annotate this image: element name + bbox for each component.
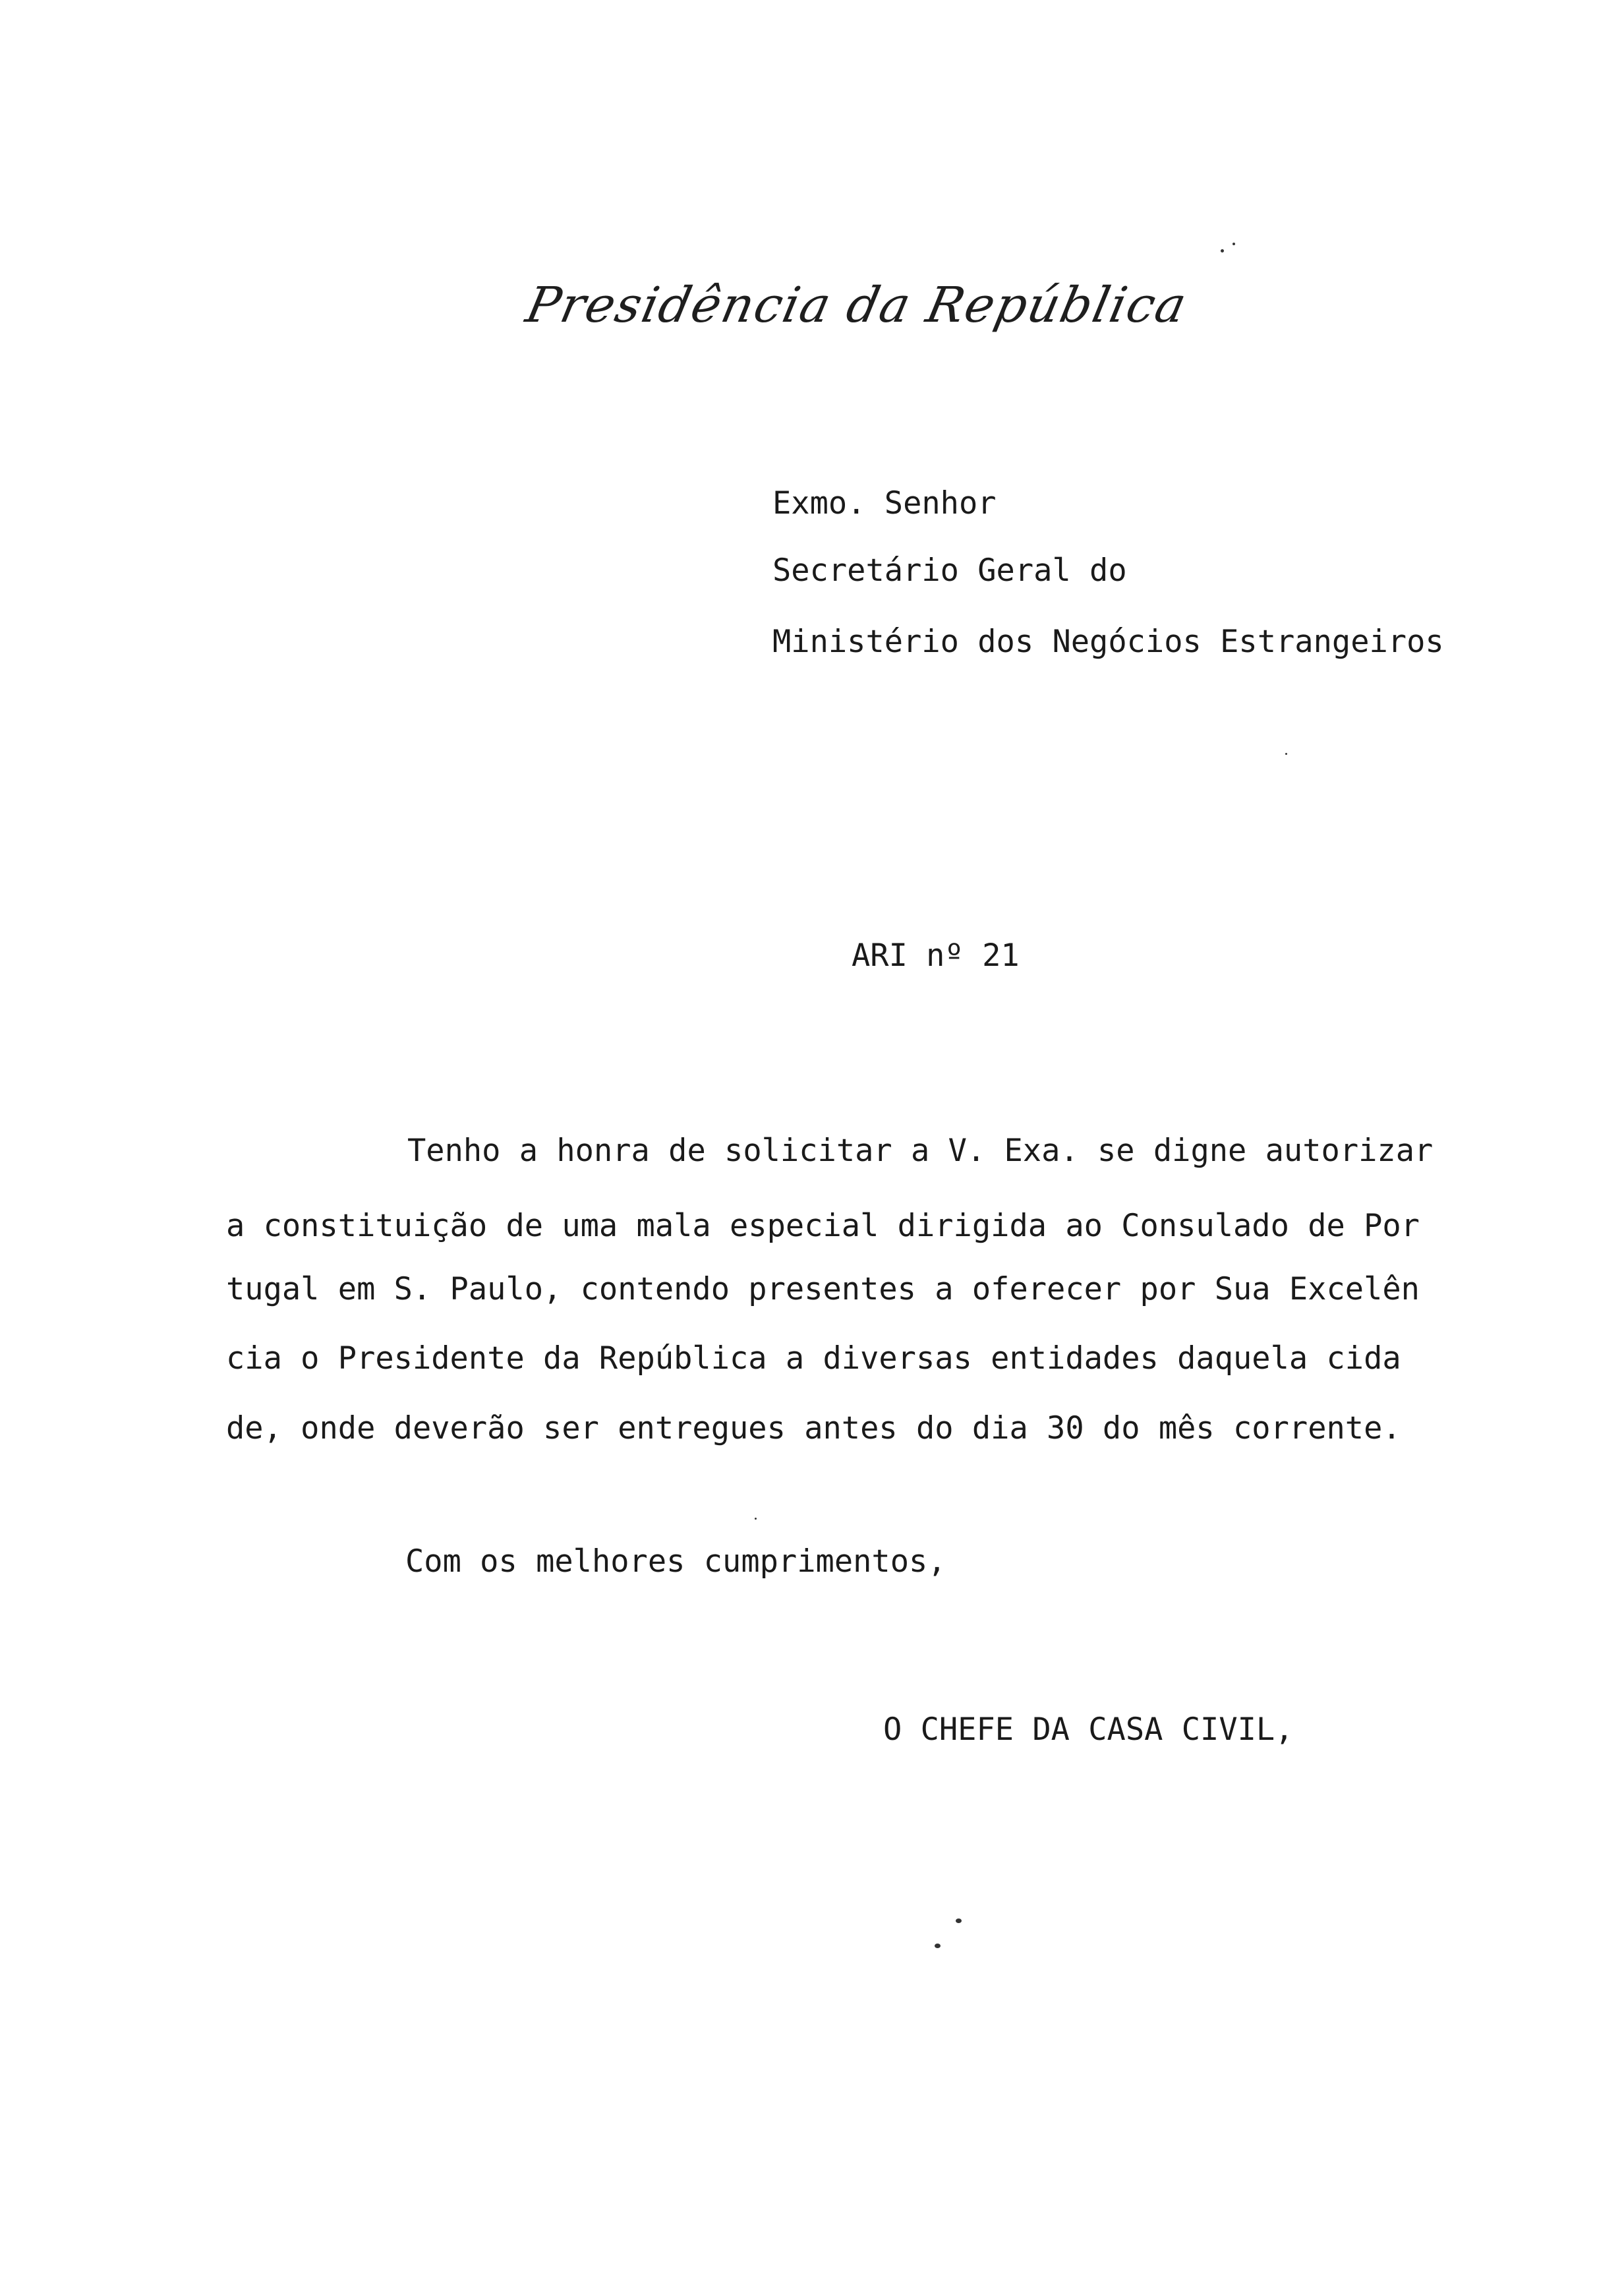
scan-speck: [1285, 753, 1287, 755]
scan-speck: [935, 1944, 941, 1948]
body-line-4: cia o Presidente da República a diversas entidades daquela cida: [226, 1340, 1401, 1377]
scan-speck: [956, 1918, 962, 1923]
closing-salutation: Com os melhores cumprimentos,: [405, 1543, 946, 1580]
scan-speck: [1232, 243, 1235, 245]
addressee-line-2: Secretário Geral do: [772, 552, 1127, 589]
signature-title: O CHEFE DA CASA CIVIL,: [883, 1711, 1294, 1748]
body-line-3: tugal em S. Paulo, contendo presentes a oferecer por Sua Excelên: [226, 1271, 1420, 1307]
letterhead-script: Presidência da República: [521, 277, 1193, 334]
scan-speck: [1221, 249, 1224, 253]
scan-speck: [755, 1518, 757, 1520]
addressee-line-3: Ministério dos Negócios Estrangeiros: [772, 624, 1444, 660]
body-line-5: de, onde deverão ser entregues antes do dia 30 do mês corrente.: [226, 1410, 1401, 1446]
reference-number: ARI nº 21: [852, 937, 1020, 974]
body-line-2: a constituição de uma mala especial dirigida ao Consulado de Por: [226, 1208, 1420, 1244]
addressee-line-1: Exmo. Senhor: [772, 485, 997, 521]
body-line-1: Tenho a honra de solicitar a V. Exa. se digne autorizar: [407, 1133, 1434, 1169]
